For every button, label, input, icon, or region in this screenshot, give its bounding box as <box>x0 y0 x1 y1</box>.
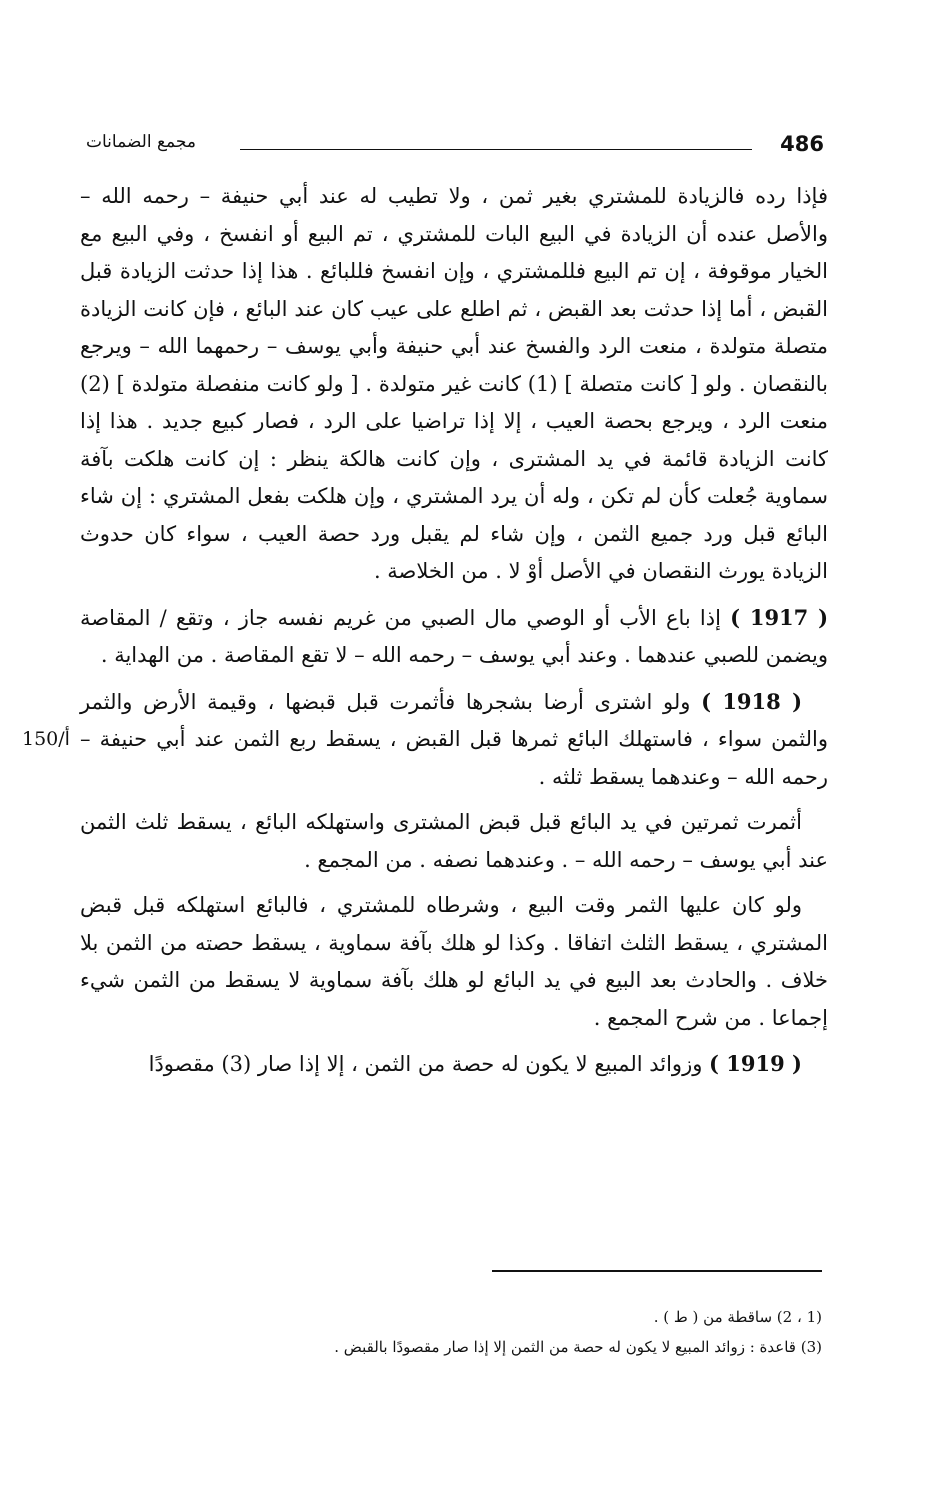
text-line: [ ولو كانت منفصلة متولدة ] (2) منعت الرد ، ويرجع بحصة العيب ، إلا إذا تراضيا <box>80 371 828 433</box>
main-text <box>80 178 828 1084</box>
paragraph <box>80 887 828 1037</box>
text-line: ولو اشترى أرضا بشجرها فأثمرت قبل قبضها ، وقيمة الأرض والثمر <box>80 689 691 714</box>
paragraph <box>80 804 828 879</box>
text-line: يسقط من الثمن شيء إجماعا . من شرح المجمع . <box>80 968 828 1030</box>
paragraph-1919 <box>80 1045 828 1084</box>
text-line: على الرد ، فصار كبيع جديد . هذا إذا كانت الزيادة قائمة في يد المشترى ، وإن <box>80 409 828 471</box>
footnote: (3) قاعدة : زوائد المبيع لا يكون له حصة من الثمن إلا إذا صار مقصودًا بالقبض . <box>334 1338 822 1356</box>
footnote: (1 ، 2) ساقطة من ( ط ) . <box>653 1308 822 1326</box>
page-header <box>86 128 824 168</box>
text-line: قبض المشتري ، يسقط الثلث اتفاقا . وكذا لو هلك بآفة سماوية ، يسقط حصته <box>80 893 828 955</box>
entry-number: ( 1919 ) <box>709 1051 802 1076</box>
paragraph-1917 <box>80 599 828 675</box>
paragraph-1918 <box>80 683 828 797</box>
text-line: قبل القبض ، أما إذا حدثت بعد القبض ، ثم اطلع على عيب كان عند البائع ، فإن <box>80 259 828 321</box>
text-line: ولو كان عليها الثمر وقت البيع ، وشرطاه للمشتري ، فالبائع استهلكه قبل <box>132 893 802 917</box>
entry-number: ( 1918 ) <box>701 688 802 714</box>
text-line: وزوائد المبيع لا يكون له حصة من الثمن ، إلا إذا صار (3) مقصودًا <box>148 1052 703 1076</box>
entry-number: ( 1917 ) <box>730 604 829 630</box>
header-rule <box>240 149 752 150</box>
page-number: 486 <box>780 132 824 156</box>
paragraph <box>80 178 828 591</box>
text-line: والأصل عنده أن الزيادة في البيع البات للمشتري ، تم البيع أو انفسخ ، وفي البيع مع <box>80 221 828 246</box>
text-line: الثمن عند أبي يوسف – رحمه الله – . وعندهما نصفه . من المجمع . <box>80 810 828 872</box>
text-line: شاء لم يقبل ورد حصة العيب ، سواء كان حدوث الزيادة يورث النقصان في <box>80 521 828 583</box>
text-line: الخيار موقوفة ، إن تم البيع فللمشتري ، وإن انفسخ فللبائع . هذا إذا حدثت الزيادة <box>119 259 828 283</box>
text-line: كانت هالكة ينظر : إن كانت هلكت بآفة سماوية جُعلت كأن لم تكن ، وله أن <box>80 446 828 508</box>
marginal-folio-note: 150/أ <box>22 728 70 750</box>
text-line: والثمن سواء ، فاستهلك البائع ثمرها قبل القبض ، يسقط ربع الثمن عند أبي <box>156 727 828 751</box>
text-line: يرد المشتري ، وإن هلكت بفعل المشتري : إن شاء البائع قبل ورد جميع الثمن ، وإن <box>80 484 828 546</box>
text-line: كانت الزيادة متصلة متولدة ، منعت الرد والفسخ عند أبي حنيفة وأبي يوسف – <box>80 296 829 358</box>
running-title: مجمع الضمانات <box>86 132 196 152</box>
text-line: فإذا رده فالزيادة للمشتري بغير ثمن ، ولا تطيب له عند أبي حنيفة – رحمه الله – <box>80 184 828 208</box>
footnote-separator <box>492 1270 822 1272</box>
text-line: الأصل أوْ لا . من الخلاصة . <box>373 559 602 583</box>
text-line: من الثمن بلا خلاف . والحادث بعد البيع في يد البائع لو هلك بآفة سماوية لا <box>80 930 828 992</box>
footnotes <box>80 1302 822 1362</box>
text-line: إذا باع الأب أو الوصي مال الصبي من غريم نفسه جاز ، وتقع / المقاصة <box>80 605 721 630</box>
text-line: ويضمن للصبي عندهما . وعند أبي يوسف – رحمه الله – لا تقع المقاصة . من الهداية . <box>100 643 828 667</box>
text-line: حنيفة – رحمه الله – وعندهما يسقط ثلثه . <box>80 727 828 789</box>
text-line: رحمهما الله – ويرجع بالنقصان . ولو [ كانت متصلة ] (1) كانت غير متولدة . <box>80 334 828 396</box>
text-line: أثمرت ثمرتين في يد البائع قبل قبض المشترى واستهلكه البائع ، يسقط ثلث <box>134 810 802 834</box>
